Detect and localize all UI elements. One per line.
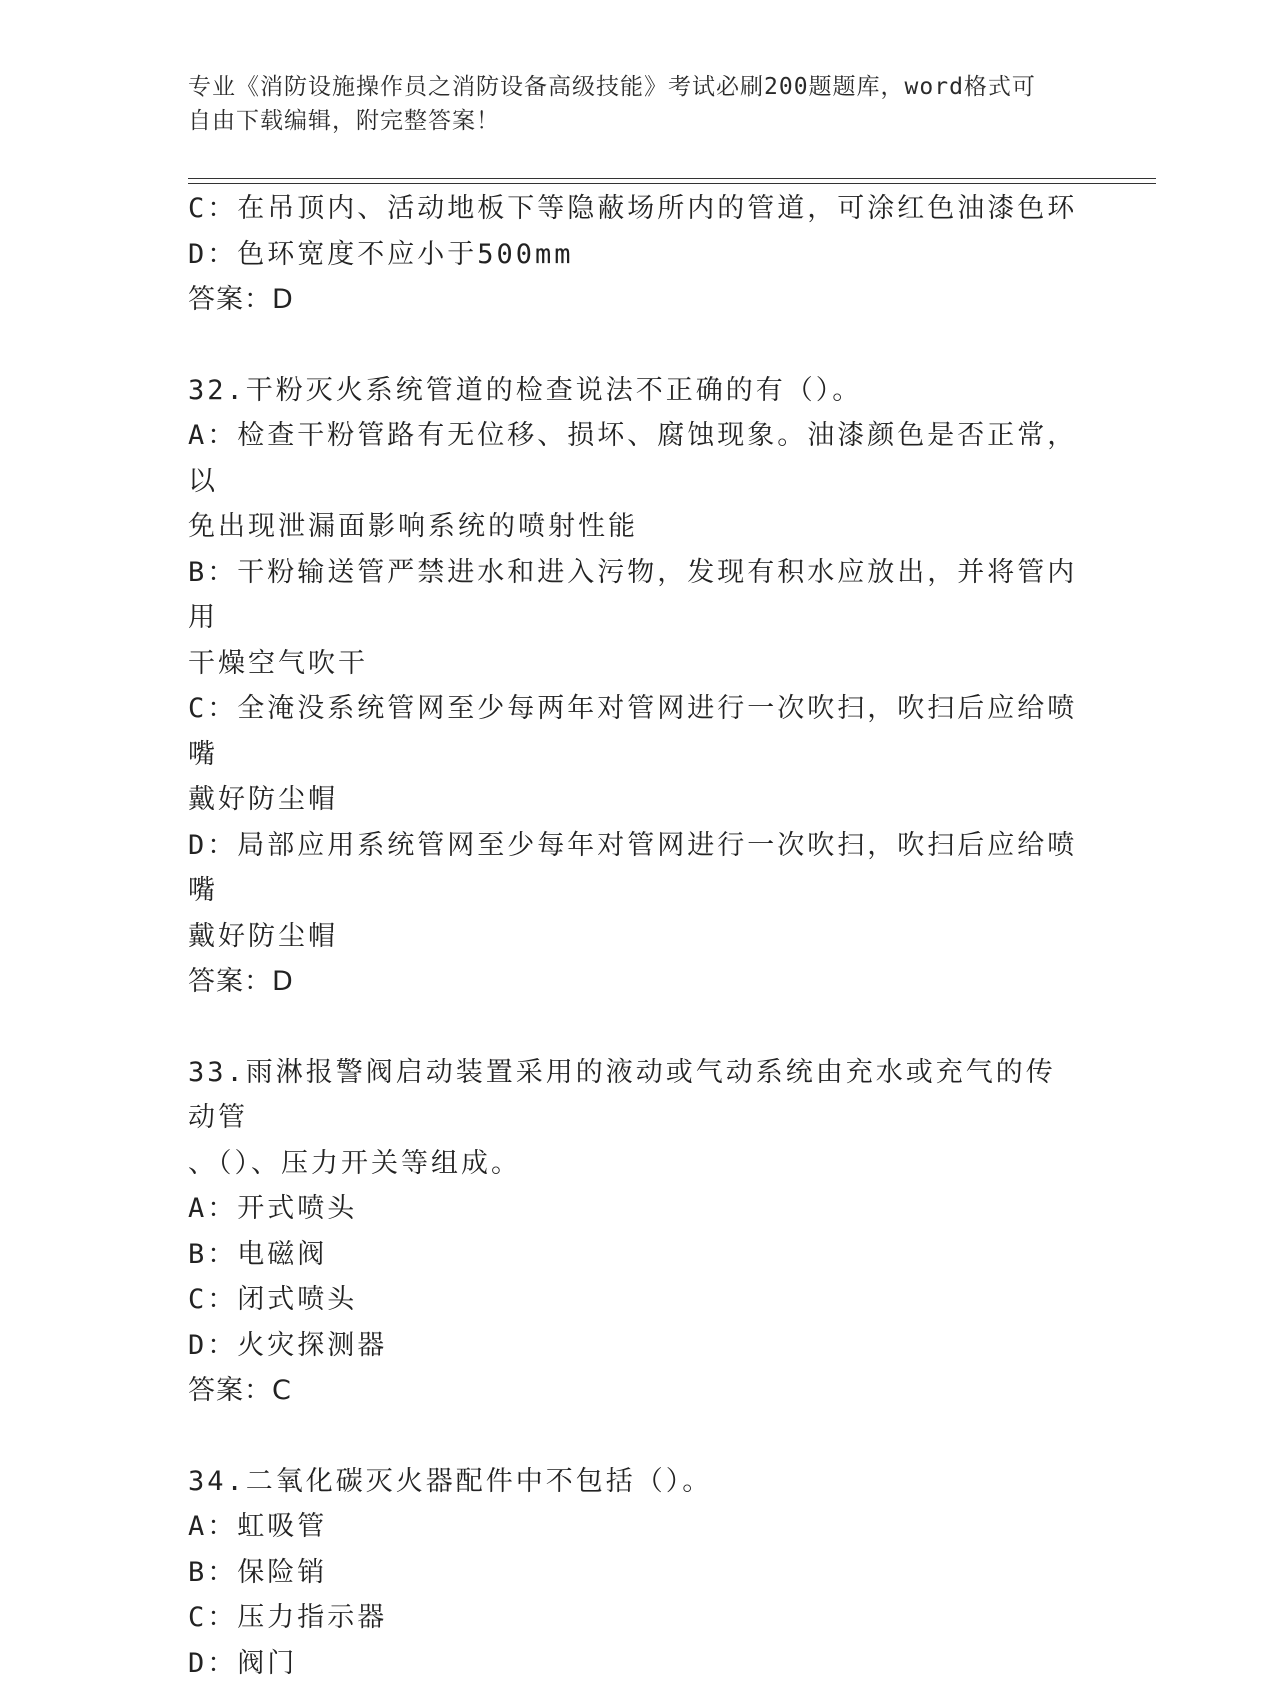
option-a-line-2: 免出现泄漏面影响系统的喷射性能 xyxy=(188,504,1078,550)
document-body xyxy=(188,186,1078,1686)
spacer xyxy=(188,323,1078,368)
header-title-line-2: 自由下载编辑，附完整答案！ xyxy=(188,104,1068,138)
spacer xyxy=(188,1005,1078,1050)
option-c-line-1: C：全淹没系统管网至少每两年对管网进行一次吹扫，吹扫后应给喷嘴 xyxy=(188,686,1078,777)
question-33 xyxy=(188,1050,1078,1414)
question-32 xyxy=(188,368,1078,1005)
option-b: B：电磁阀 xyxy=(188,1232,1078,1278)
option-c: C：在吊顶内、活动地板下等隐蔽场所内的管道，可涂红色油漆色环 xyxy=(188,186,1078,232)
answer: 答案：D xyxy=(188,959,1078,1005)
option-a: A：虹吸管 xyxy=(188,1504,1078,1550)
question-stem-line-1: 33.雨淋报警阀启动装置采用的液动或气动系统由充水或充气的传动管 xyxy=(188,1050,1078,1141)
question-31-continued xyxy=(188,186,1078,323)
page-header xyxy=(188,70,1068,138)
option-a-line-1: A：检查干粉管路有无位移、损坏、腐蚀现象。油漆颜色是否正常，以 xyxy=(188,413,1078,504)
question-stem-line-2: 、（）、压力开关等组成。 xyxy=(188,1141,1078,1187)
option-c: C：压力指示器 xyxy=(188,1595,1078,1641)
option-c: C：闭式喷头 xyxy=(188,1277,1078,1323)
option-d: D：色环宽度不应小于500mm xyxy=(188,232,1078,278)
option-d: D：火灾探测器 xyxy=(188,1323,1078,1369)
question-34 xyxy=(188,1459,1078,1686)
header-title-line-1: 专业《消防设施操作员之消防设备高级技能》考试必刷200题题库，word格式可 xyxy=(188,70,1068,104)
option-c-line-2: 戴好防尘帽 xyxy=(188,777,1078,823)
option-d-line-1: D：局部应用系统管网至少每年对管网进行一次吹扫，吹扫后应给喷嘴 xyxy=(188,823,1078,914)
question-stem: 32.干粉灭火系统管道的检查说法不正确的有（）。 xyxy=(188,368,1078,414)
answer: 答案：D xyxy=(188,277,1078,323)
option-b-line-1: B：干粉输送管严禁进水和进入污物，发现有积水应放出，并将管内用 xyxy=(188,550,1078,641)
header-divider xyxy=(188,178,1156,184)
option-d-line-2: 戴好防尘帽 xyxy=(188,914,1078,960)
option-d: D：阀门 xyxy=(188,1641,1078,1686)
answer: 答案：C xyxy=(188,1368,1078,1414)
option-b-line-2: 干燥空气吹干 xyxy=(188,641,1078,687)
option-b: B：保险销 xyxy=(188,1550,1078,1596)
option-a: A：开式喷头 xyxy=(188,1186,1078,1232)
spacer xyxy=(188,1414,1078,1459)
question-stem: 34.二氧化碳灭火器配件中不包括（）。 xyxy=(188,1459,1078,1505)
